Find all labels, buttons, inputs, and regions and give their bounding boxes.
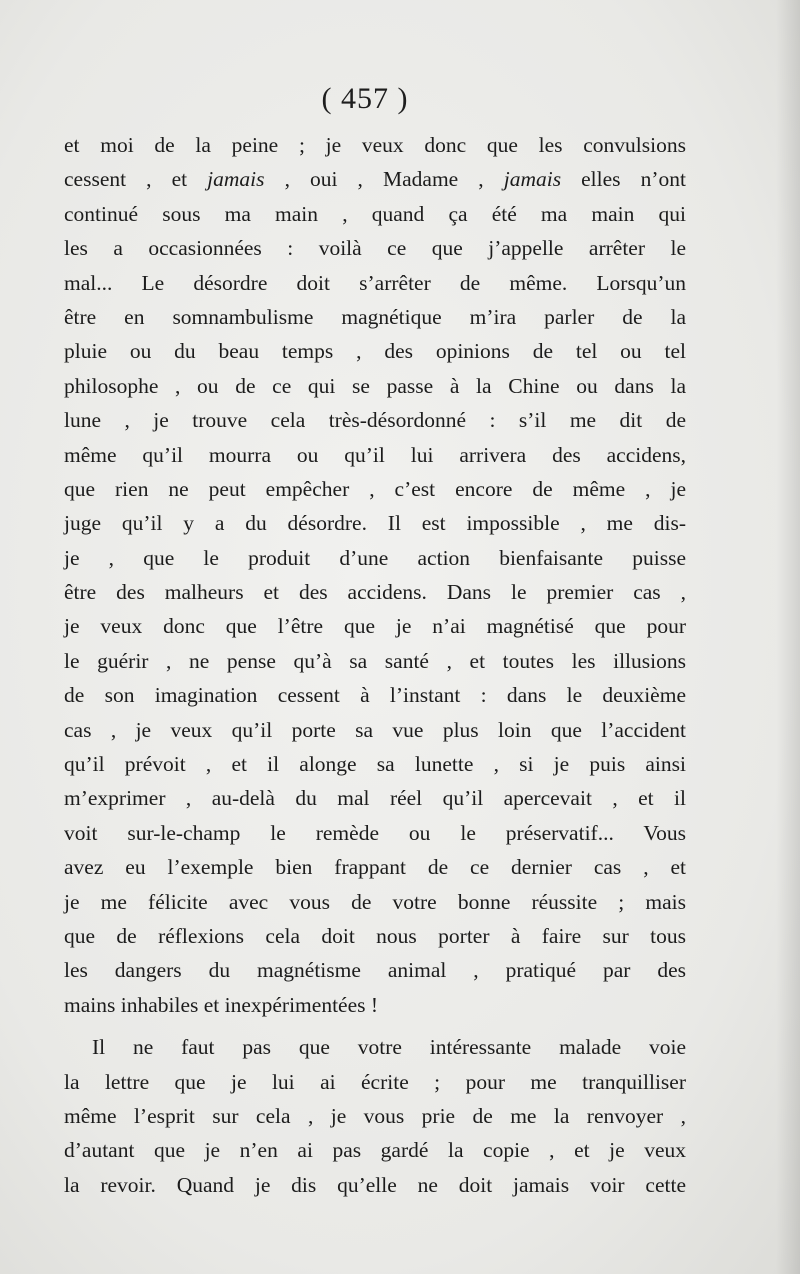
text-line: cessent , et jamais , oui , Madame , jamais elles n’ont <box>64 167 686 192</box>
page-number: ( 457 ) <box>321 82 409 115</box>
text-line: être des malheurs et des accidens. Dans le premier cas , <box>64 580 686 605</box>
text-line: que rien ne peut empêcher , c’est encore de même , je <box>64 476 686 501</box>
text-line: philosophe , ou de ce qui se passe à la Chine ou dans la <box>64 373 686 398</box>
text-line: voit sur-le-champ le remède ou le préservatif... Vous <box>64 820 686 845</box>
text-line: les a occasionnées : voilà ce que j’appelle arrêter le <box>64 236 686 261</box>
text-line: je me félicite avec vous de votre bonne réussite ; mais <box>64 889 686 914</box>
italic-word: jamais <box>503 167 562 192</box>
text-line: mains inhabiles et inexpérimentées ! <box>64 992 379 1017</box>
text-line: d’autant que je n’en ai pas gardé la copie , et je veux <box>64 1138 686 1163</box>
text-line: le guérir , ne pense qu’à sa santé , et toutes les illusions <box>64 648 686 673</box>
text-line: m’exprimer , au-delà du mal réel qu’il apercevait , et il <box>64 786 686 811</box>
page-edge-shadow <box>776 0 800 1274</box>
text-line: être en somnambulisme magnétique m’ira parler de la <box>64 304 686 329</box>
text-line: la lettre que je lui ai écrite ; pour me tranquilliser <box>64 1069 686 1094</box>
text-line: juge qu’il y a du désordre. Il est impossible , me dis- <box>64 511 686 536</box>
text-line: que de réflexions cela doit nous porter à faire sur tous <box>64 923 686 948</box>
paragraph <box>64 1030 686 1202</box>
text-line: avez eu l’exemple bien frappant de ce dernier cas , et <box>64 855 686 880</box>
italic-word: jamais <box>207 167 265 192</box>
text-line: même qu’il mourra ou qu’il lui arrivera des accidens, <box>64 442 686 467</box>
text-line: les dangers du magnétisme animal , pratiqué par des <box>64 958 686 983</box>
text-line: même l’esprit sur cela , je vous prie de me la renvoyer , <box>64 1103 686 1128</box>
text-line: lune , je trouve cela très-désordonné : s’il me dit de <box>64 408 686 433</box>
text-line: continué sous ma main , quand ça été ma main qui <box>64 201 686 226</box>
text-line: qu’il prévoit , et il alonge sa lunette , si je puis ainsi <box>64 752 686 777</box>
paragraph <box>64 128 686 1022</box>
text-line: et moi de la peine ; je veux donc que les convulsions <box>64 133 686 157</box>
text-line: mal... Le désordre doit s’arrêter de même. Lorsqu’un <box>64 270 686 295</box>
text-line: je , que le produit d’une action bienfaisante puisse <box>64 545 686 570</box>
text-line: cas , je veux qu’il porte sa vue plus loin que l’accident <box>64 717 686 742</box>
text-line: la revoir. Quand je dis qu’elle ne doit jamais voir cette <box>64 1172 686 1197</box>
text-line: je veux donc que l’être que je n’ai magnétisé que pour <box>64 614 686 639</box>
paragraph-gap <box>64 1022 686 1030</box>
text-line: de son imagination cessent à l’instant : dans le deuxième <box>64 683 686 708</box>
body-text <box>64 128 686 1202</box>
text-line: pluie ou du beau temps , des opinions de tel ou tel <box>64 339 686 364</box>
text-line: Il ne faut pas que votre intéressante malade voie <box>92 1035 686 1060</box>
